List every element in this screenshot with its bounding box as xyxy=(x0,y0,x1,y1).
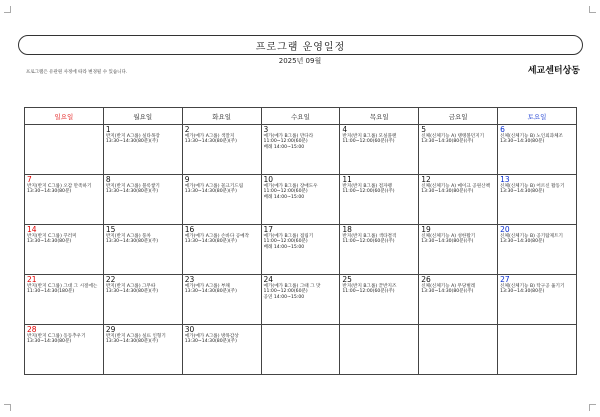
day-number: 12 xyxy=(421,175,431,184)
calendar-day-cell xyxy=(261,125,340,175)
program-entry: 신체(신체기능 B) 공기탐제트기 xyxy=(500,234,563,239)
program-entry: 13:30~14:30(80분)(주) xyxy=(105,289,159,295)
program-entry: 반지(반지 A그룹) 실타목장 xyxy=(105,134,160,139)
program-entry: 신체(신체기능 A) 무당벌레 xyxy=(421,284,476,289)
calendar-day-cell xyxy=(419,175,498,225)
program-entry: 11:00~12:00(60분) xyxy=(263,239,308,245)
program-entry: 11:00~12:00(60분)(주) xyxy=(342,239,395,245)
program-entry: 예가(예가 A그룹) 꼴크기드림 xyxy=(184,184,244,189)
day-number: 24 xyxy=(263,275,274,284)
month-label: 2025년 09월 xyxy=(278,57,322,65)
program-entry: 13:30~14:30(80분)(주) xyxy=(105,339,159,345)
day-number: 30 xyxy=(184,325,195,334)
program-entry: 배례 14:00~15:00 xyxy=(263,244,305,250)
day-number: 6 xyxy=(500,125,505,134)
program-entry: 13:30~14:30(80분) xyxy=(500,289,545,295)
program-entry: 반지(반지 A그룹) 그무따 xyxy=(105,284,156,289)
program-entry: 예가(예가 B그룹) 접림기 xyxy=(263,234,314,239)
calendar-week-row xyxy=(25,325,577,375)
program-entry: 13:30~14:30(80분)(주) xyxy=(184,339,237,345)
day-number: 4 xyxy=(342,125,348,134)
program-entry: 예가(예가 B그룹) 만다라 xyxy=(263,134,314,139)
calendar-day-cell xyxy=(261,275,340,325)
program-entry: 반지(반지 C그룹) 오감 만족하기 xyxy=(27,184,92,189)
calendar-day-cell xyxy=(182,225,261,275)
day-number: 26 xyxy=(421,275,431,284)
corner-mark xyxy=(4,404,11,411)
program-entry: 반지(반지 B그룹) 색타결격 xyxy=(342,234,397,239)
day-number: 22 xyxy=(105,275,116,284)
program-entry: 신체(신체기능 B) 어르신 활동기 xyxy=(500,184,565,189)
day-number: 21 xyxy=(27,275,37,284)
program-entry: 11:00~12:00(60분) xyxy=(263,139,308,145)
calendar-day-cell xyxy=(103,225,182,275)
corner-mark xyxy=(589,6,596,13)
program-entry: 예가(예가 A그룹) 방목감상 xyxy=(184,334,239,339)
program-entry: 13:30~14:30(80분) xyxy=(500,189,545,195)
calendar-day-cell xyxy=(182,125,261,175)
program-entry: 배례 14:00~15:00 xyxy=(263,144,305,150)
calendar-day-cell xyxy=(419,325,498,375)
program-entry: 13:30~14:30(80분)(주) xyxy=(105,239,159,245)
calendar-day-cell xyxy=(103,175,182,225)
day-number: 1 xyxy=(105,125,111,134)
program-entry: 13:30~14:30(80분) xyxy=(27,339,72,345)
calendar-day-cell xyxy=(419,275,498,325)
calendar-day-cell xyxy=(498,175,577,225)
program-entry: 11:00~12:00(60분) xyxy=(263,189,308,195)
program-entry: 반지(반지 C그룹) 그대 그 시절에는 xyxy=(27,284,98,289)
program-entry: 13:30~14:30(80분)(주) xyxy=(421,139,474,145)
day-number: 13 xyxy=(500,175,510,184)
program-entry: 13:30~14:30(80분)(주) xyxy=(105,189,159,195)
program-entry: 11:00~12:00(60분)(주) xyxy=(342,139,395,145)
notice-text: 프로그램은 유관원 사정에 따라 변경될 수 있습니다. xyxy=(26,70,128,75)
program-entry: 13:30~14:30(80분) xyxy=(27,189,72,195)
program-entry: 13:30~14:30(80분) xyxy=(27,239,72,245)
program-entry: 13:30~14:30(80분)(주) xyxy=(421,289,474,295)
calendar-day-cell xyxy=(340,225,419,275)
day-number: 7 xyxy=(27,175,32,184)
program-entry: 13:30~14:30(80분)(주) xyxy=(421,189,474,195)
calendar-week-row xyxy=(25,125,577,175)
weekday-header: 토요일 xyxy=(498,108,577,125)
program-entry: 반지(반지 B그룹) 끝반지즈 xyxy=(342,284,397,289)
weekday-header: 월요일 xyxy=(103,108,182,125)
program-entry: 13:30~14:30(80분) xyxy=(500,139,545,145)
day-number: 27 xyxy=(500,275,510,284)
day-number: 3 xyxy=(263,125,269,134)
calendar-day-cell xyxy=(498,325,577,375)
program-entry: 13:30~14:30(80분)(주) xyxy=(105,139,159,145)
calendar-week-row xyxy=(25,175,577,225)
program-entry: 예가(예가 B그룹) 장애도우 xyxy=(263,184,318,189)
day-number: 14 xyxy=(27,225,37,234)
program-entry: 반지(반지 A그룹) 실뜨 인형기 xyxy=(105,334,166,339)
weekday-header: 일요일 xyxy=(25,108,104,125)
day-number: 8 xyxy=(105,175,111,184)
program-entry: 신체(신체기능 B) 노인외과체조 xyxy=(500,134,563,139)
program-entry: 반지(반지 C그룹) 동동추우기 xyxy=(27,334,86,339)
page-title: 프로그램 운영일정 xyxy=(255,41,346,53)
program-entry: 반지(반지 B그룹) 모실플랜 xyxy=(342,134,397,139)
program-entry: 공연 14:00~15:00 xyxy=(263,294,305,300)
calendar-day-cell xyxy=(25,125,104,175)
calendar-day-cell xyxy=(261,225,340,275)
program-entry: 반지(반지 C그룹) 꾸러미 xyxy=(27,234,77,239)
program-entry: 신체(신체기능 A) 성한활기 xyxy=(421,234,476,239)
weekday-header: 수요일 xyxy=(261,108,340,125)
program-entry: 13:30~14:30(80분)(주) xyxy=(184,139,237,145)
program-entry: 예가(예가 B그룹) 그때 그 맛 xyxy=(263,284,321,289)
day-number: 29 xyxy=(105,325,116,334)
calendar-day-cell xyxy=(103,125,182,175)
calendar-day-cell xyxy=(261,175,340,225)
calendar-day-cell xyxy=(419,225,498,275)
calendar-day-cell xyxy=(25,325,104,375)
day-number: 17 xyxy=(263,225,274,234)
program-entry: 신체(신체기능 A) 탱탱볼던지기 xyxy=(421,134,485,139)
calendar-table xyxy=(24,107,577,375)
calendar-day-cell xyxy=(498,225,577,275)
calendar-day-cell xyxy=(103,325,182,375)
program-entry: 13:30~14:30(80분) xyxy=(500,239,545,245)
program-entry: 13:30~14:30(80분)(주) xyxy=(184,289,237,295)
day-number: 10 xyxy=(263,175,274,184)
calendar-day-cell xyxy=(182,175,261,225)
program-entry: 신체(신체기능 A) 메이크 공원산책 xyxy=(421,184,491,189)
weekday-header: 금요일 xyxy=(419,108,498,125)
program-entry: 13:30~14:30(80분)(주) xyxy=(184,239,237,245)
program-entry: 반지(반지 A그룹) 블록쌓기 xyxy=(105,184,160,189)
day-number: 5 xyxy=(421,125,426,134)
day-number: 9 xyxy=(184,175,190,184)
program-entry: 11:00~12:00(60분) xyxy=(263,289,308,295)
program-entry: 반지(반지 A그룹) 풍차 xyxy=(105,234,151,239)
calendar-day-cell xyxy=(182,275,261,325)
calendar-week-row xyxy=(25,275,577,325)
calendar-day-cell xyxy=(340,175,419,225)
calendar-day-cell xyxy=(182,325,261,375)
day-number: 16 xyxy=(184,225,195,234)
day-number: 23 xyxy=(184,275,195,284)
program-entry: 11:00~12:00(60분)(주) xyxy=(342,289,395,295)
weekday-header: 화요일 xyxy=(182,108,261,125)
calendar-day-cell xyxy=(498,275,577,325)
day-number: 20 xyxy=(500,225,510,234)
calendar-body xyxy=(25,125,577,375)
day-number: 25 xyxy=(342,275,352,284)
program-entry: 13:30~14:30(80분)(주) xyxy=(184,189,237,195)
program-entry: 반지(반지 B그룹) 점자쾡 xyxy=(342,184,392,189)
program-entry: 신체(신체기능 B) 탁구공 옮기기 xyxy=(500,284,565,289)
program-entry: 예가(예가 A그룹) 색깔지 xyxy=(184,134,235,139)
corner-mark xyxy=(589,404,596,411)
calendar-week-row xyxy=(25,225,577,275)
day-number: 28 xyxy=(27,325,37,334)
corner-mark xyxy=(4,6,11,13)
weekday-header-row xyxy=(25,108,577,125)
calendar-day-cell xyxy=(498,125,577,175)
program-entry: 13:30~14:30(80분)(주) xyxy=(421,239,474,245)
calendar-day-cell xyxy=(25,225,104,275)
day-number: 11 xyxy=(342,175,352,184)
organization-name: 세교센터상동 xyxy=(527,66,580,76)
program-entry: 배례 14:00~15:00 xyxy=(263,194,305,200)
page-title-box xyxy=(18,35,583,55)
calendar-day-cell xyxy=(25,275,104,325)
day-number: 15 xyxy=(105,225,116,234)
program-entry: 11:30~14:30(180분) xyxy=(27,289,75,295)
day-number: 18 xyxy=(342,225,352,234)
day-number: 19 xyxy=(421,225,431,234)
calendar-day-cell xyxy=(340,275,419,325)
calendar-day-cell xyxy=(340,125,419,175)
day-number: 2 xyxy=(184,125,190,134)
program-entry: 11:00~12:00(60분)(주) xyxy=(342,189,395,195)
calendar-day-cell xyxy=(103,275,182,325)
calendar-day-cell xyxy=(419,125,498,175)
program-entry: 예가(예가 A그룹) 손바다 공예작 xyxy=(184,234,250,239)
weekday-header: 목요일 xyxy=(340,108,419,125)
program-entry: 예가(예가 A그룹) 부채 xyxy=(184,284,230,289)
calendar-day-cell xyxy=(340,325,419,375)
calendar-day-cell xyxy=(25,175,104,225)
calendar-day-cell xyxy=(261,325,340,375)
